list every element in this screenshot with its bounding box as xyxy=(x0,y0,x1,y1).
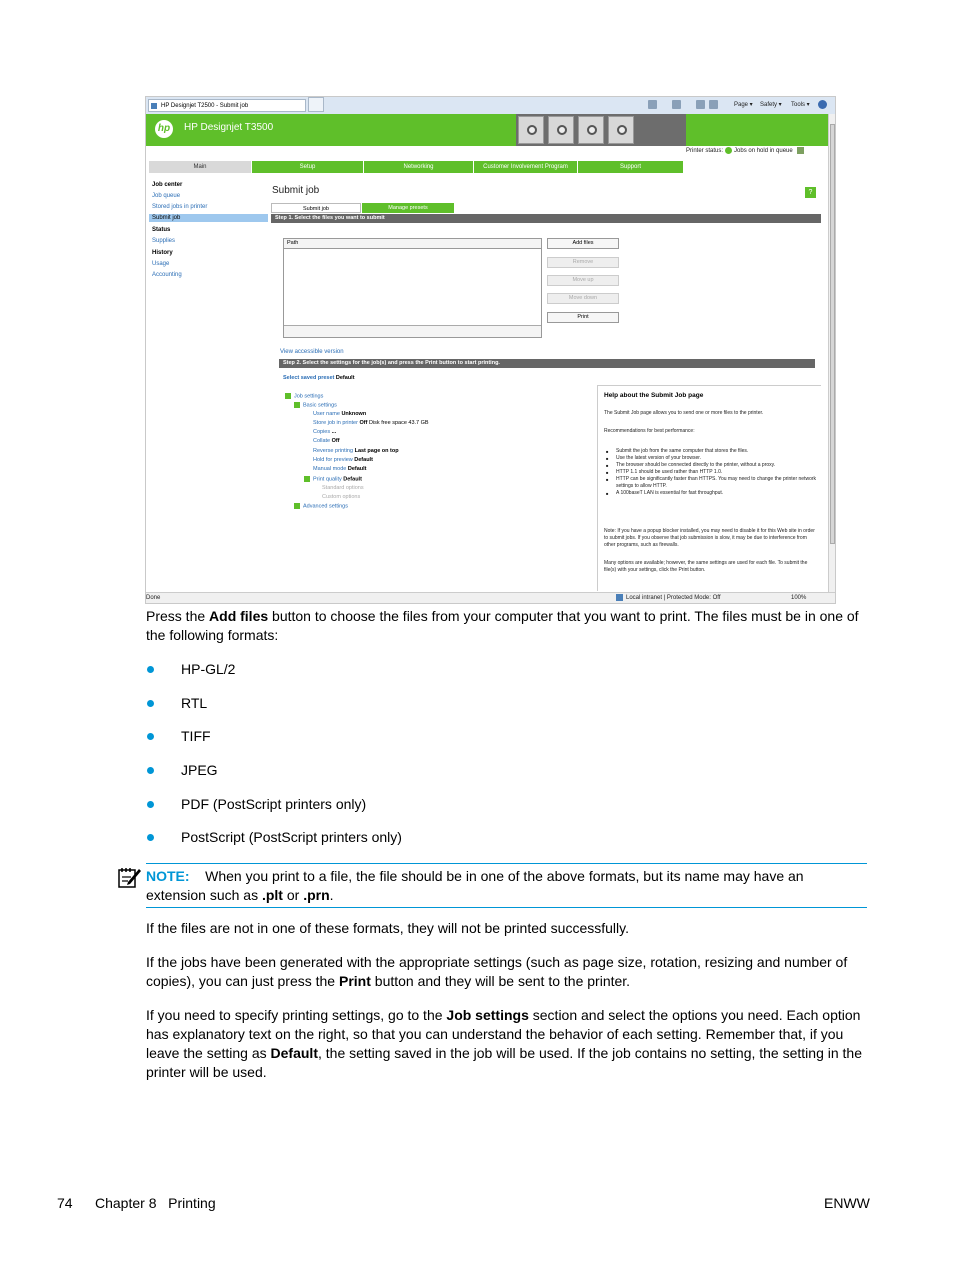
expand-icon[interactable] xyxy=(294,503,300,509)
globe-icon xyxy=(616,594,623,601)
list-item: ■ HTTP can be significantly faster than HTTPS. You may need to change the printer network settings to allow HTTP. xyxy=(604,476,816,490)
print-icon[interactable] xyxy=(709,100,718,109)
setting-store-job[interactable]: Store job in printer Off Disk free space 43.7 GB xyxy=(313,420,429,426)
accessible-version-link[interactable]: View accessible version xyxy=(280,349,344,355)
tools-menu[interactable]: Tools ▾ xyxy=(791,102,810,108)
tree-job-settings[interactable]: Job settings xyxy=(285,393,323,400)
list-item: ■ Use the latest version of your browser. xyxy=(604,455,816,462)
help-note: Note: If you have a popup blocker installed, you may need to disable it for this Web site in order to submit jobs. If you observe that job submission is slow, it may be due to interference from other programs, such as firewalls. xyxy=(604,528,815,548)
page-number: 74 xyxy=(57,1195,73,1211)
tab-main[interactable]: Main xyxy=(149,161,252,173)
vertical-scrollbar[interactable] xyxy=(828,114,835,604)
list-item: ■ A 100baseT LAN is essential for fast throughput. xyxy=(604,490,816,497)
tab-customer-involvement[interactable]: Customer Involvement Program xyxy=(474,161,578,173)
paragraph-job-settings: If you need to specify printing settings, go to the Job settings section and select the options you need. Each option has explanatory text on the right, so that you can understand the behavior of each setting. Remember that, if you leave the setting as Default, the setting saved in the job will be used. If the job contains no setting, the setting in the printer will be used. xyxy=(146,1007,862,1080)
format-rtl: RTL xyxy=(181,695,208,711)
paragraph-appropriate-settings: If the jobs have been generated with the appropriate settings (such as page size, rotation, resizing and number of copies), you can just press the Print button and they will be sent to the printer. xyxy=(146,954,848,989)
tree-basic-settings[interactable]: Basic settings xyxy=(294,402,337,409)
home-icon[interactable] xyxy=(648,100,657,109)
list-item: ■ HTTP 1.1 should be used rather than HTTP 1.0. xyxy=(604,469,816,476)
format-hpgl2: HP-GL/2 xyxy=(181,661,236,677)
sidebar-item-supplies[interactable]: Supplies xyxy=(152,238,176,244)
printer-image-4 xyxy=(608,116,634,144)
page-title: Submit job xyxy=(272,185,320,196)
remove-button[interactable]: Remove xyxy=(547,257,619,268)
saved-preset-selector[interactable]: Select saved preset Default xyxy=(283,375,355,381)
note-text: NOTE: When you print to a file, the file should be in one of the above formats, but its name may have an extension such as .plt or .prn. xyxy=(146,868,804,903)
sidebar-heading-job-center: Job center xyxy=(152,182,183,188)
collapse-icon[interactable] xyxy=(304,476,310,482)
status-done: Done xyxy=(146,595,161,601)
printer-image-2 xyxy=(548,116,574,144)
help-bullets xyxy=(604,448,816,497)
sidebar-heading-history: History xyxy=(152,250,173,256)
bullet-icon xyxy=(147,767,154,774)
setting-manual-mode[interactable]: Manual mode Default xyxy=(313,466,367,472)
browser-tab-bar xyxy=(146,97,835,115)
bullet-icon xyxy=(147,801,154,808)
sidebar-item-stored-jobs[interactable]: Stored jobs in printer xyxy=(152,204,208,210)
collapse-icon[interactable] xyxy=(294,402,300,408)
note-box xyxy=(146,863,867,908)
chapter-title: Chapter 8 Printing xyxy=(95,1195,216,1211)
move-down-button[interactable]: Move down xyxy=(547,293,619,304)
help-panel xyxy=(597,385,821,591)
refresh-icon[interactable] xyxy=(797,147,804,154)
list-item: ■ The browser should be connected directly to the printer, without a proxy. xyxy=(604,462,816,469)
file-list-scrollbar[interactable] xyxy=(284,325,541,337)
paragraph-unsupported-formats: If the files are not in one of these formats, they will not be printed successfully. xyxy=(146,920,629,936)
bullet-icon xyxy=(147,834,154,841)
submit-job-panel xyxy=(269,177,828,591)
sidebar-item-job-queue[interactable]: Job queue xyxy=(152,193,181,199)
format-tiff: TIFF xyxy=(181,728,211,744)
format-pdf: PDF (PostScript printers only) xyxy=(181,796,367,812)
note-icon xyxy=(117,866,141,888)
page-menu[interactable]: Page ▾ xyxy=(734,102,753,108)
sidebar-item-submit-job[interactable]: Submit job xyxy=(149,214,268,222)
printer-image-1 xyxy=(518,116,544,144)
add-files-button[interactable]: Add files xyxy=(547,238,619,249)
browser-tab[interactable] xyxy=(148,99,306,112)
bullet-icon xyxy=(147,700,154,707)
tab-setup[interactable]: Setup xyxy=(252,161,364,173)
path-column-header: Path xyxy=(284,239,541,249)
help-icon[interactable] xyxy=(818,100,827,109)
collapse-icon[interactable] xyxy=(285,393,291,399)
sidebar-heading-status: Status xyxy=(152,227,171,233)
submit-job-screenshot xyxy=(145,96,836,604)
main-nav-tabs xyxy=(146,161,686,173)
move-up-button[interactable]: Move up xyxy=(547,275,619,286)
help-button[interactable]: ? xyxy=(805,187,816,198)
tree-advanced-settings[interactable]: Advanced settings xyxy=(294,503,348,510)
file-list[interactable] xyxy=(283,238,542,338)
zone-indicator: Local intranet | Protected Mode: Off xyxy=(616,593,721,604)
option-standard[interactable]: Standard options xyxy=(322,485,364,491)
setting-user-name[interactable]: User name Unknown xyxy=(313,411,367,417)
safety-menu[interactable]: Safety ▾ xyxy=(760,102,782,108)
status-ok-icon xyxy=(725,147,732,154)
feeds-icon[interactable] xyxy=(672,100,681,109)
printer-status: Printer status: Jobs on hold in queue xyxy=(686,147,804,156)
hp-banner xyxy=(146,114,828,146)
setting-collate[interactable]: Collate Off xyxy=(313,438,340,444)
help-intro: The Submit Job page allows you to send one or more files to the printer. xyxy=(604,410,764,416)
help-title: Help about the Submit Job page xyxy=(604,392,704,399)
list-item: ■ Submit the job from the same computer that stores the files. xyxy=(604,448,816,455)
mail-icon[interactable] xyxy=(696,100,705,109)
print-button[interactable]: Print xyxy=(547,312,619,323)
setting-copies[interactable]: Copies ... xyxy=(313,429,337,435)
intro-paragraph: Press the Add files button to choose the files from your computer that you want to print. The files must be in one of the following formats: xyxy=(146,608,859,643)
footer-right: ENWW xyxy=(824,1195,870,1211)
setting-hold-for-preview[interactable]: Hold for preview Default xyxy=(313,457,373,463)
tab-submit-job[interactable]: Submit job xyxy=(271,203,361,213)
bullet-icon xyxy=(147,733,154,740)
left-sidebar xyxy=(149,177,272,591)
page-icon xyxy=(151,103,157,109)
new-tab-button[interactable] xyxy=(308,97,324,112)
help-many-options: Many options are available; however, the same settings are used for each file. To submit the file(s) with your settings, click the Print button. xyxy=(604,560,808,573)
step1-bar: Step 1. Select the files you want to submit xyxy=(271,214,821,223)
tab-support[interactable]: Support xyxy=(578,161,684,173)
printer-images xyxy=(516,114,686,146)
tab-networking[interactable]: Networking xyxy=(364,161,474,173)
hp-logo: hp xyxy=(155,120,173,138)
tree-print-quality[interactable]: Print quality Default xyxy=(304,476,362,483)
format-postscript: PostScript (PostScript printers only) xyxy=(181,829,402,845)
sidebar-item-usage[interactable]: Usage xyxy=(152,261,170,267)
tab-manage-presets[interactable]: Manage presets xyxy=(362,203,454,213)
help-recommendations: Recommendations for best performance: xyxy=(604,428,695,434)
sidebar-item-accounting[interactable]: Accounting xyxy=(152,272,182,278)
printer-model-title: HP Designjet T3500 xyxy=(184,122,274,133)
format-jpeg: JPEG xyxy=(181,762,218,778)
option-custom[interactable]: Custom options xyxy=(322,494,361,500)
browser-tab-title: HP Designjet T2500 - Submit job xyxy=(161,103,249,109)
bullet-icon xyxy=(147,666,154,673)
step2-bar: Step 2. Select the settings for the job(s) and press the Print button to start printing. xyxy=(279,359,815,368)
zoom-level[interactable]: 100% xyxy=(791,595,807,601)
setting-reverse-printing[interactable]: Reverse printing Last page on top xyxy=(313,448,399,454)
browser-status-bar xyxy=(146,592,835,604)
printer-image-3 xyxy=(578,116,604,144)
